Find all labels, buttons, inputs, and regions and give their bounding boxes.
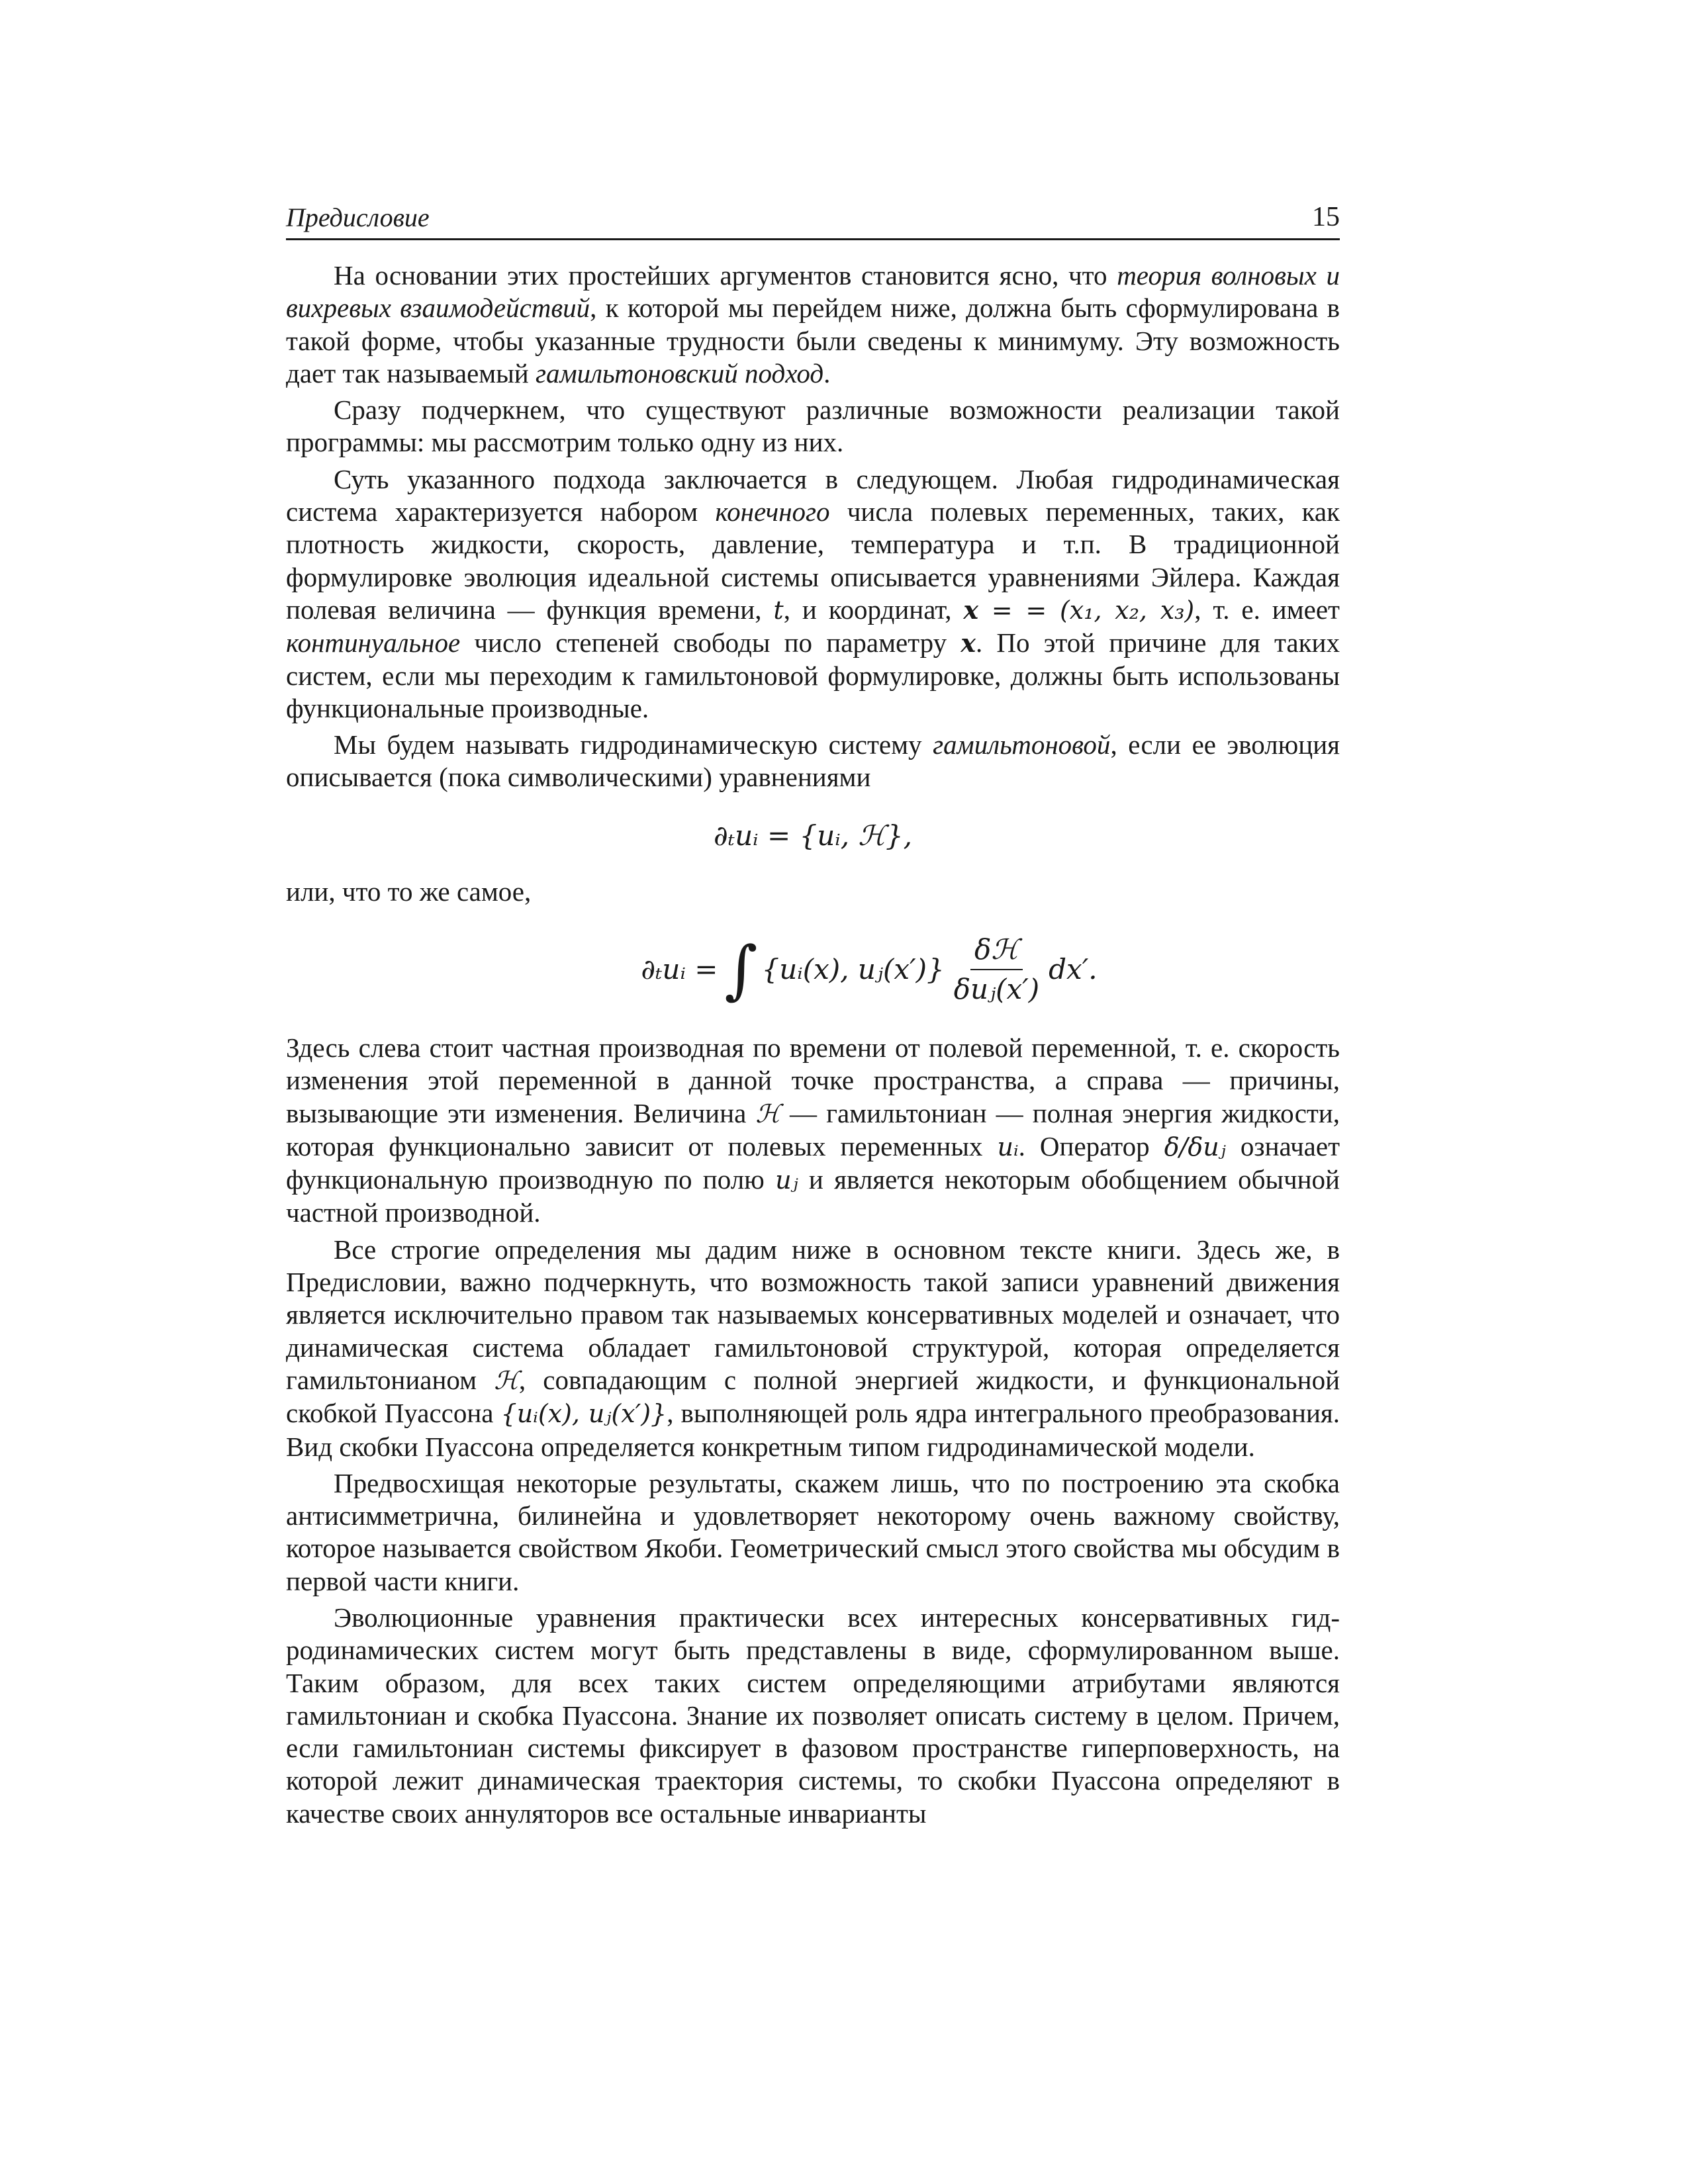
fraction-numerator: δℋ [970, 933, 1023, 970]
functional-derivative-fraction [950, 933, 1043, 1005]
paragraph-1 [286, 259, 1340, 390]
display-formula-1: ∂ₜuᵢ = {uᵢ, ℋ}, [714, 819, 912, 852]
text-run: Суть указанного подхода заключается в следующем. Любая гидродинамическая система характеризуется набором [286, 463, 1340, 527]
text-run: , к которой мы перейдем ниже, должна быть сформулирована в такой форме, чтобы указанные трудности были сведены к минимуму. Эту возможность дает так называемый [286, 293, 1340, 388]
paragraph-5: или, что то же самое, [286, 876, 532, 907]
text-run: числа полевых переменных, таких, как плотность жидкости, скорость, давление, температура и т.п. В традиционной формулировке эволюция идеальной системы описывается уравнениями Эйлера. Каждая полевая величина — функция времени, [286, 496, 1340, 625]
text-run: . [823, 357, 831, 388]
text-run: Все строгие определения мы дадим ниже в основном тексте книги. Здесь же, в Предисловии, важно подчеркнуть, что возможность такой записи уравнений движения является исключительно правом так называемых консервативных моделей и означает, что динамическая система обладает гамильтоновой структурой, которая определяется гамильтонианом [286, 1234, 1340, 1395]
text-run: — гамильтониан — полная энергия жидкости, которая функционально зависит от полевых переменных [286, 1097, 1340, 1161]
paragraph-8: Предвосхищая некоторые результаты, скажем лишь, что по построению эта скобка антисимметрична, билинейна и удовлетворяет некоторому очень важному свойству, которое называется свойством Якоби. Геометрический смысл этого свойства мы обсудим в первой части книги. [286, 1467, 1340, 1596]
paragraph-2: Сразу подчеркнем, что существуют различные возможности реализации такой программы: мы рассмотрим только одну из них. [286, 394, 1340, 458]
text-run: , и координат, [783, 594, 964, 625]
body-text [286, 259, 1340, 1830]
inline-math: {uᵢ(x), uⱼ(x′)} [500, 1399, 667, 1429]
text-run: , если ее эволюция описывается (пока символическими) уравнениями [286, 729, 1340, 793]
text-run: . Оператор [1018, 1130, 1164, 1161]
display-formula-2 [286, 933, 1340, 1005]
inline-math: x [961, 628, 976, 659]
paragraph-3 [286, 463, 1340, 725]
text-run: , совпадающим с полной энергией жидкости, и функциональной скобкой Пуассона [286, 1364, 1340, 1429]
emphasis-term: гамильтоновский подход [536, 357, 824, 388]
emphasis-term: гамильтоновой [933, 729, 1111, 760]
text-run: На основании этих простейших аргументов становится ясно, что [334, 260, 1117, 291]
paragraph-9: Эволюционные уравнения практически всех интересных консервативных гидродинамических систем могут быть представлены в виде, сформулированном выше. Таким образом, для всех таких систем определяющими атрибутами являются гамильтониан и скобка Пуассона. Знание их позволяет описать систему в целом. Причем, если гамильтониан системы фиксирует в фазовом пространстве гиперповерхность, на которой лежит динамическая траектория системы, то скобки Пуассона определяют в качестве своих аннуляторов все остальные инварианты [286, 1602, 1340, 1829]
inline-math: ℋ [494, 1365, 519, 1395]
paragraph-4 [286, 729, 1340, 794]
text-run: означает функциональную производную по полю [286, 1130, 1340, 1195]
text-run: , т. е. имеет [1194, 594, 1340, 625]
integral-sign: ∫ [724, 932, 758, 1007]
inline-math: uⱼ [775, 1165, 798, 1195]
inline-math: x [963, 594, 979, 625]
paragraph-7 [286, 1234, 1340, 1463]
text-run: . По этой причине для таких систем, если мы переходим к гамильтоновой формулировке, должны быть использованы функциональные производные. [286, 627, 1340, 723]
text-run: Здесь слева стоит частная производная по времени от полевой переменной, т. е. скорость изменения этой переменной в данной точке пространства, а справа — причины, вызывающие эти изменения. Величина [286, 1032, 1340, 1128]
inline-math: t [773, 595, 784, 625]
inline-math: ℋ [755, 1099, 780, 1128]
poisson-bracket: {uᵢ(x), uⱼ(x′)} [761, 952, 945, 985]
emphasis-term: конечного [715, 496, 830, 527]
running-title: Предисловие [286, 203, 430, 232]
text-run: , выполняющей роль ядра интегрального преобразования. Вид скобки Пуассона определяется конкретным типом гидродинамической модели. [286, 1398, 1340, 1462]
text-run: и является некоторым обобщением обычной частной производной. [286, 1164, 1340, 1228]
page-header [286, 199, 1340, 240]
inline-math: = = (x₁, x₂, x₃) [978, 595, 1195, 625]
page-number: 15 [1312, 202, 1340, 232]
emphasis-term: теория волновых и вихревых взаимодействий [286, 260, 1340, 324]
inline-math: δ/δuⱼ [1164, 1132, 1226, 1161]
formula-lhs: ∂ₜuᵢ = [641, 952, 718, 985]
formula-tail: dx′. [1049, 952, 1098, 985]
text-run: Мы будем называть гидродинамическую систему [334, 729, 933, 760]
inline-math: uᵢ [997, 1132, 1019, 1161]
emphasis-term: континуальное [286, 627, 461, 659]
fraction-denominator: δuⱼ(x′) [953, 972, 1040, 1005]
paragraph-6 [286, 1032, 1340, 1230]
text-run: число степеней свободы по параметру [460, 627, 961, 659]
